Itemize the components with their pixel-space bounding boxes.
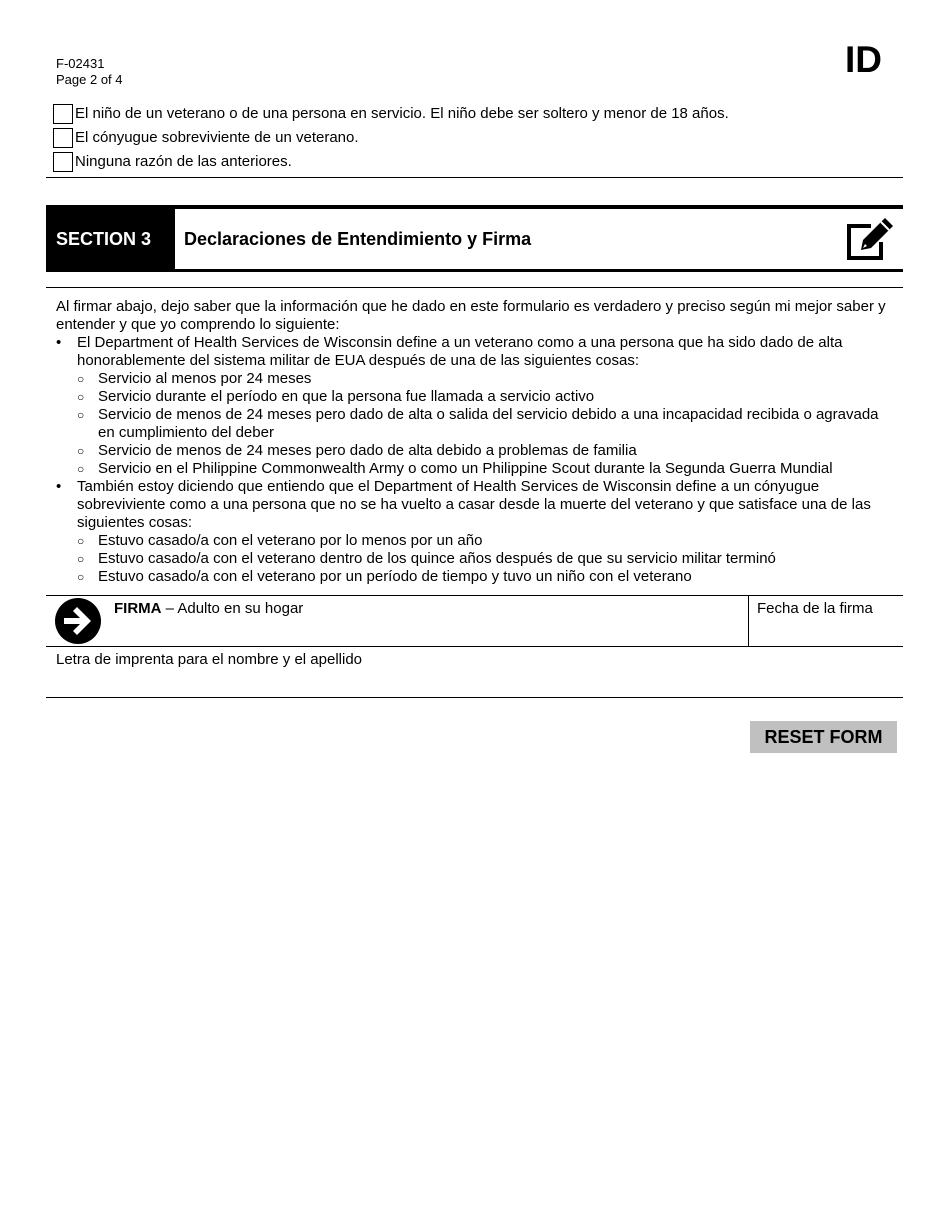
checkbox-none[interactable] [53,152,73,172]
list-item: ○ Servicio en el Philippine Commonwealth Army o como un Philippine Scout durante la Segunda Guerra Mundial [77,460,886,478]
list-item [56,478,886,586]
checkbox-label: El niño de un veterano o de una persona en servicio. El niño debe ser soltero y menor de 18 años. [75,105,729,122]
form-identifier [56,56,123,88]
divider [46,287,903,288]
section-title: Declaraciones de Entendimiento y Firma [184,228,532,249]
spouse-criteria-list [77,532,886,586]
veteran-definition: El Department of Health Services de Wisconsin define a un veterano como a una persona que ha sido dado de alta honorablemente del sistema militar de EUA después de una de las siguientes cosas: [77,334,843,369]
checkbox-label: Ninguna razón de las anteriores. [75,153,292,170]
list-item: ○ Servicio durante el período en que la persona fue llamada a servicio activo [77,388,886,406]
eligibility-checkbox-list [53,102,903,174]
signature-label-rest: – Adulto en su hogar [161,600,304,617]
list-item: ○ Estuvo casado/a con el veterano por lo menos por un año [77,532,886,550]
print-name-label: Letra de imprenta para el nombre y el apellido [56,651,363,668]
list-item: ○ Servicio al menos por 24 meses [77,370,886,388]
list-item [56,334,886,478]
list-item: ○ Servicio de menos de 24 meses pero dado de alta debido a problemas de familia [77,442,886,460]
list-item: ○ Estuvo casado/a con el veterano dentro de los quince años después de que su servicio militar terminó [77,550,886,568]
signature-field[interactable] [106,596,748,646]
divider [46,177,903,178]
print-name-field[interactable] [46,647,903,698]
id-badge: ID [845,39,882,80]
signature-arrow [46,596,106,646]
signature-date-field[interactable] [748,596,903,646]
checkbox-row-surviving-spouse [53,126,903,150]
form-number: F-02431 [56,56,105,71]
page-indicator: Page 2 of 4 [56,72,123,87]
veteran-criteria-list [77,370,886,478]
signature-row [46,595,903,647]
section-header [46,205,903,272]
checkbox-row-none [53,150,903,174]
checkbox-label: El cónyugue sobreviviente de un veterano. [75,129,359,146]
arrow-right-circle-icon [54,597,102,645]
reset-form-button[interactable]: RESET FORM [750,721,897,753]
checkbox-row-veteran-child [53,102,903,126]
spouse-definition: También estoy diciendo que entiendo que el Department of Health Services de Wisconsin define a un cónyugue sobreviviente como a una persona que no se ha vuelto a casar desde la muerte del veterano y que satisface una de las siguientes cosas: [77,478,871,531]
list-item: ○ Estuvo casado/a con el veterano por un período de tiempo y tuvo un niño con el veterano [77,568,886,586]
edit-icon [841,214,897,264]
signature-label-bold: FIRMA [114,600,162,617]
checkbox-veteran-child[interactable] [53,104,73,124]
section-tag: SECTION 3 [46,209,175,269]
list-item: ○ Servicio de menos de 24 meses pero dado de alta o salida del servicio debido a una incapacidad recibida o agravada en cumplimiento del deber [77,406,886,442]
checkbox-surviving-spouse[interactable] [53,128,73,148]
declaration-intro: Al firmar abajo, dejo saber que la información que he dado en este formulario es verdadero y preciso según mi mejor saber y entender y que yo comprendo lo siguiente: [56,298,886,333]
declaration-bullets [56,334,886,586]
signature-date-label: Fecha de la firma [757,600,873,617]
declaration-text [56,298,886,586]
